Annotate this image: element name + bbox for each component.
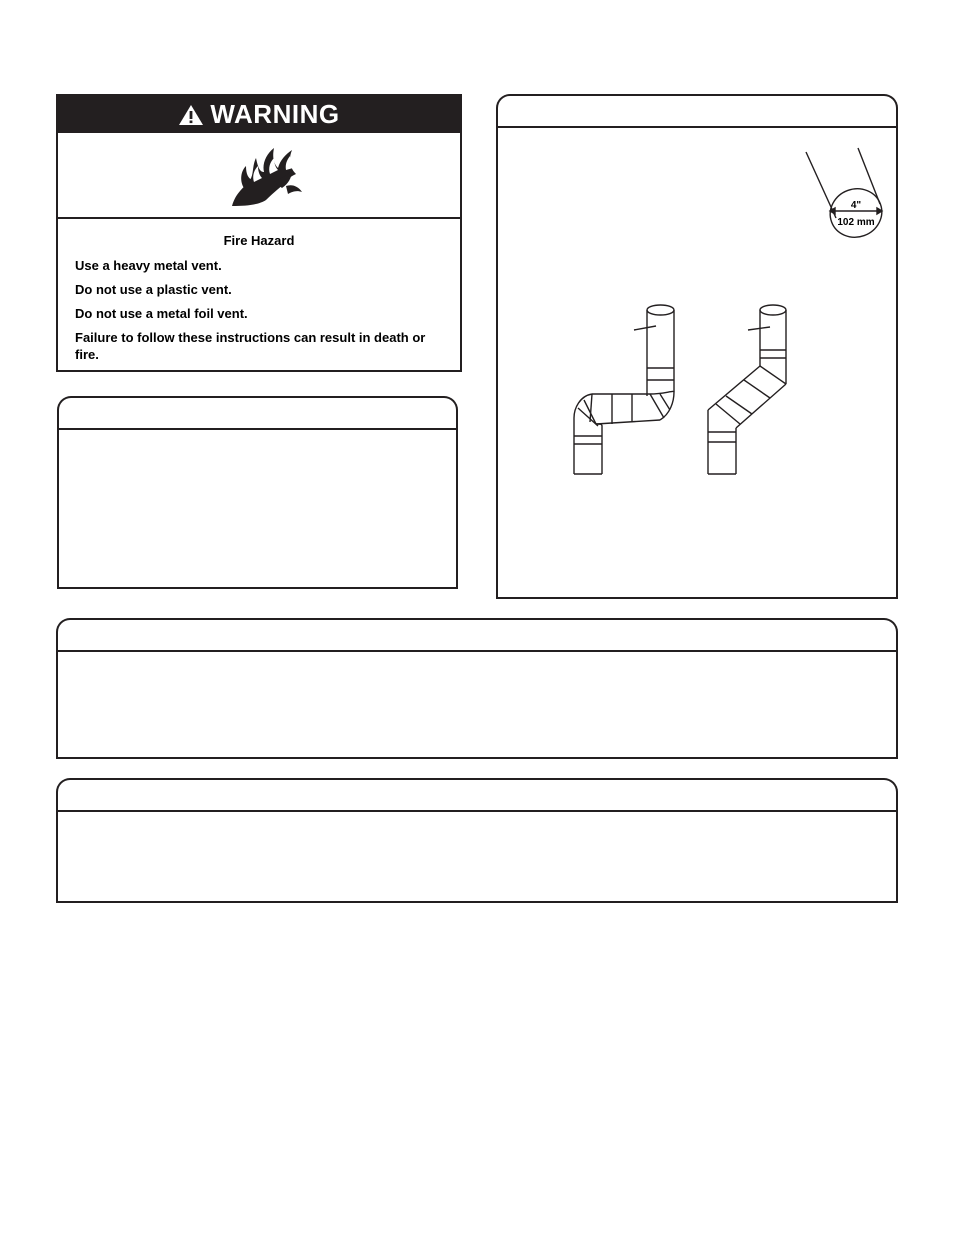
hazard-line: Failure to follow these instructions can result in death or fire. bbox=[75, 330, 426, 362]
vent-diagram-panel bbox=[496, 128, 898, 599]
warning-body bbox=[58, 219, 460, 370]
vent-diagram-panel-tab bbox=[496, 94, 898, 128]
warning-symbol-panel bbox=[58, 133, 460, 219]
hazard-line: Do not use a plastic vent. bbox=[75, 282, 232, 297]
left-info-panel-tab bbox=[57, 396, 458, 430]
warning-title: WARNING bbox=[210, 99, 340, 129]
hazard-title: Fire Hazard bbox=[223, 233, 295, 248]
wide-info-panel-2-tab bbox=[56, 778, 898, 812]
warning-header bbox=[58, 96, 460, 133]
wide-info-panel-1-tab bbox=[56, 618, 898, 652]
panel-divider bbox=[57, 428, 458, 430]
dimension-metric: 102 mm bbox=[837, 217, 875, 228]
panel-divider bbox=[496, 126, 898, 128]
left-info-panel bbox=[57, 430, 458, 589]
dimension-imperial: 4" bbox=[850, 200, 862, 211]
hazard-line: Use a heavy metal vent. bbox=[75, 258, 222, 273]
warning-triangle-icon bbox=[178, 104, 204, 126]
wide-info-panel-2 bbox=[56, 812, 898, 903]
panel-divider bbox=[56, 650, 898, 652]
hazard-line: Do not use a metal foil vent. bbox=[75, 306, 248, 321]
panel-divider bbox=[56, 810, 898, 812]
flame-icon bbox=[230, 142, 306, 208]
wide-info-panel-1 bbox=[56, 652, 898, 759]
warning-box bbox=[56, 94, 462, 372]
